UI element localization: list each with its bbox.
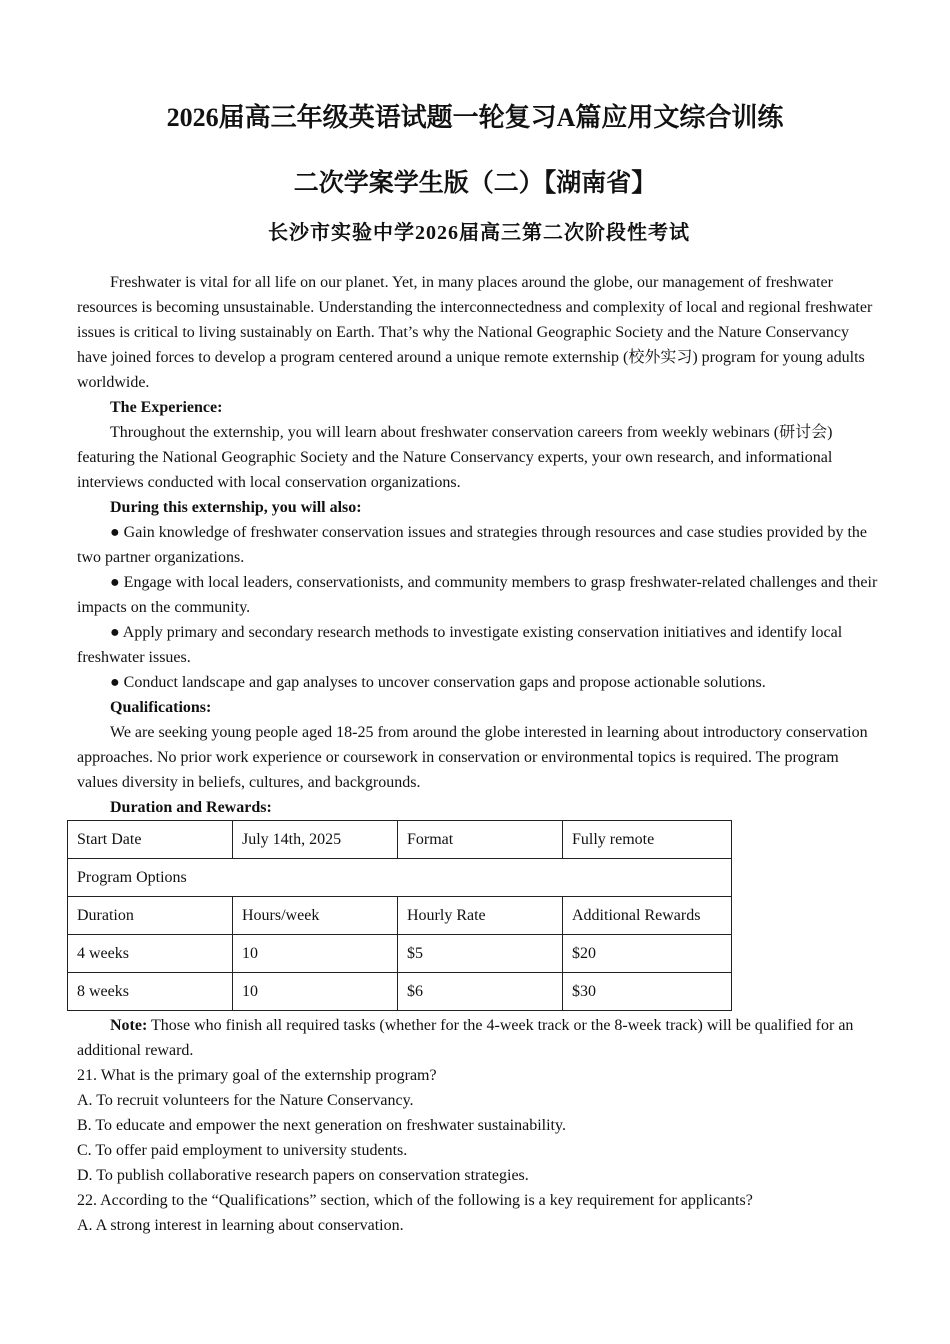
note-label: Note: xyxy=(110,1017,148,1034)
experience-paragraph: Throughout the externship, you will learn about freshwater conservation careers from weekly webinars (研讨会) featuring the National Geographic Society and the Nature Conservancy experts, your own research, and informational interviews conducted with local conservation organizations. xyxy=(77,424,833,491)
subtitle: 长沙市实验中学2026届高三第二次阶段性考试 xyxy=(268,222,690,244)
table-row xyxy=(68,973,732,1011)
option: C. To offer paid employment to university students. xyxy=(77,1142,408,1159)
table-cell: 10 xyxy=(233,973,398,1011)
table-cell: 10 xyxy=(233,935,398,973)
table-cell: July 14th, 2025 xyxy=(233,821,398,859)
table-cell: $30 xyxy=(563,973,732,1011)
table-cell: 8 weeks xyxy=(68,973,233,1011)
intro-paragraph: Freshwater is vital for all life on our planet. Yet, in many places around the globe, our management of freshwater resources is becoming unsustainable. Understanding the interconnectedness and complexity of local and regional freshwater issues is critical to living sustainably on Earth. That’s why the National Geographic Society and the Nature Conservancy have joined forces to develop a program centered around a unique remote externship (校外实习) program for young adults worldwide. xyxy=(77,274,873,391)
qualifications-paragraph: We are seeking young people aged 18-25 from around the globe interested in learning about introductory conservation approaches. No prior work experience or coursework in conservation or environmental topics is required. The program values diversity in beliefs, cultures, and backgrounds. xyxy=(77,724,868,791)
title-line-1: 2026届高三年级英语试题一轮复习A篇应用文综合训练 xyxy=(166,103,784,132)
table-cell: $20 xyxy=(563,935,732,973)
question-21: 21. What is the primary goal of the externship program? xyxy=(77,1067,437,1084)
table-header-cell: Hours/week xyxy=(233,897,398,935)
table-cell: Program Options xyxy=(68,859,732,897)
table-row xyxy=(68,935,732,973)
during-heading: During this externship, you will also: xyxy=(110,499,362,516)
bullet-item: ● Engage with local leaders, conservationists, and community members to grasp freshwater-related challenges and their impacts on the community. xyxy=(77,574,878,616)
note-text: Those who finish all required tasks (whether for the 4-week track or the 8-week track) will be qualified for an additional reward. xyxy=(77,1017,854,1059)
experience-heading: The Experience: xyxy=(110,399,223,416)
table-cell: Fully remote xyxy=(563,821,732,859)
option: A. To recruit volunteers for the Nature Conservancy. xyxy=(77,1092,414,1109)
table-header-cell: Hourly Rate xyxy=(398,897,563,935)
table-header-row xyxy=(68,897,732,935)
bullet-item: ● Conduct landscape and gap analyses to uncover conservation gaps and propose actionable solutions. xyxy=(110,674,766,691)
table-row xyxy=(68,859,732,897)
title-line-2: 二次学案学生版（二）【湖南省】 xyxy=(293,170,657,197)
qualifications-heading: Qualifications: xyxy=(110,699,212,716)
note-paragraph xyxy=(77,1013,883,1063)
option: B. To educate and empower the next generation on freshwater sustainability. xyxy=(77,1117,566,1134)
option: A. A strong interest in learning about conservation. xyxy=(77,1217,404,1234)
duration-heading: Duration and Rewards: xyxy=(110,799,272,816)
table-header-cell: Additional Rewards xyxy=(563,897,732,935)
table-cell: $6 xyxy=(398,973,563,1011)
bullet-item: ● Apply primary and secondary research methods to investigate existing conservation initiatives and identify local freshwater issues. xyxy=(77,624,843,666)
table-cell: 4 weeks xyxy=(68,935,233,973)
bullet-item: ● Gain knowledge of freshwater conservation issues and strategies through resources and case studies provided by the two partner organizations. xyxy=(77,524,867,566)
table-cell: Start Date xyxy=(68,821,233,859)
table-cell: $5 xyxy=(398,935,563,973)
table-header-cell: Duration xyxy=(68,897,233,935)
passage xyxy=(77,270,883,1238)
rewards-table xyxy=(67,820,732,1011)
question-22: 22. According to the “Qualifications” section, which of the following is a key requirement for applicants? xyxy=(77,1192,753,1209)
table-row xyxy=(68,821,732,859)
option: D. To publish collaborative research papers on conservation strategies. xyxy=(77,1167,529,1184)
table-cell: Format xyxy=(398,821,563,859)
